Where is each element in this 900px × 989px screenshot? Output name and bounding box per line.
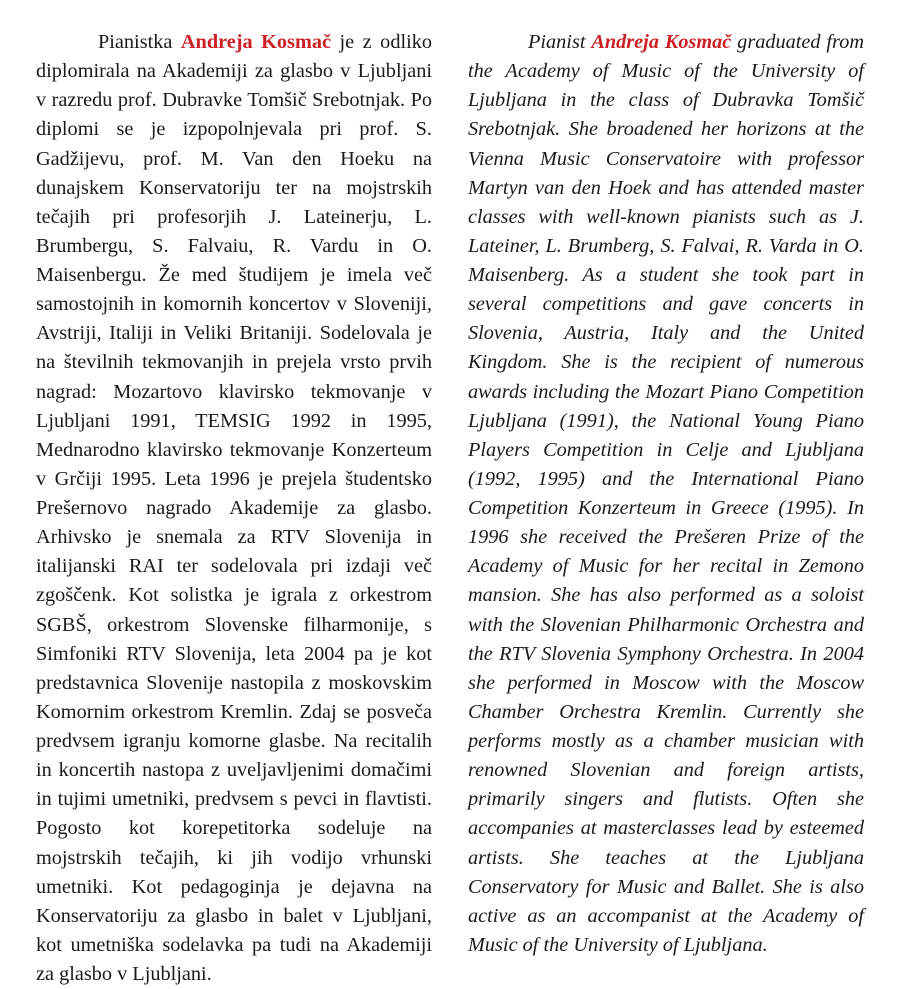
pianist-name-english: Andreja Kosmač bbox=[591, 31, 732, 53]
biography-paragraph-english bbox=[468, 28, 864, 960]
biography-column-slovenian bbox=[36, 28, 433, 985]
lead-in-english: Pianist bbox=[528, 31, 592, 53]
lead-in-slovenian: Pianistka bbox=[98, 31, 181, 53]
biography-paragraph-slovenian bbox=[36, 28, 432, 989]
biography-body-slovenian: je z odliko diplomirala na Akademiji za glasbo v Ljubljani v razredu prof. Dubravke Tomšič Srebotnjak. Po diplomi se je izpopolnjevala pri prof. S. Gadžijevu, prof. M. Van den Hoeku na dunajskem Konservatoriju ter na mojstrskih tečajih pri profesorjih J. Lateinerju, L. Brumbergu, S. Falvaiu, R. Vardu in O. Maisenbergu. Že med študijem je imela več samostojnih in komornih koncertov v Sloveniji, Avstriji, Italiji in Veliki Britaniji. Sodelovala je na številnih tekmovanjih in prejela vrsto prvih nagrad: Mozartovo klavirsko tekmovanje v Ljubljani 1991, TEMSIG 1992 in 1995, Mednarodno klavirsko tekmovanje Konzerteum v Grčiji 1995. Leta 1996 je prejela študentsko Prešernovo nagrado Akademije za glasbo. Arhivsko je snemala za RTV Slovenija in italijanski RAI ter sodelovala pri izdaji več zgoščenk. Kot solistka je igrala z orkestrom SGBŠ, orkestrom Slovenske filharmonije, s Simfoniki RTV Slovenija, leta 2004 pa je kot predstavnica Slovenije nastopila z moskovskim Komornim orkestrom Kremlin. Zdaj se posveča predvsem igranju komorne glasbe. Na recitalih in koncertih nastopa z uveljavljenimi domačimi in tujimi umetniki, predvsem s pevci in flavtisti. Pogosto kot korepetitorka sodeluje na mojstrskih tečajih, ki jih vodijo vrhunski umetniki. Kot pedagoginja je dejavna na Konservatoriju za glasbo in balet v Ljubljani, kot umetniška sodelavka pa tudi na Akademiji za glasbo v Ljubljani. bbox=[36, 31, 433, 985]
biography-body-english: graduated from the Academy of Music of the University of Ljubljana in the class of Dubravka Tomšič Srebotnjak. She broadened her horizons at the Vienna Music Conservatoire with professor Martyn van den Hoek and has attended master classes with well-known pianists such as J. Lateiner, L. Brumberg, S. Falvai, R. Varda in O. Maisenberg. As a student she took part in several competitions and gave concerts in Slovenia, Austria, Italy and the United Kingdom. She is the recipient of numerous awards including the Mozart Piano Competition Ljubljana (1991), the National Young Piano Players Competition in Celje and Ljubljana (1992, 1995) and the International Piano Competition Konzerteum in Greece (1995). In 1996 she received the Prešeren Prize of the Academy of Music for her recital in Zemono mansion. She has also performed as a soloist with the Slovenian Philharmonic Orchestra and the RTV Slovenia Symphony Orchestra. In 2004 she performed in Moscow with the Moscow Chamber Orchestra Kremlin. Currently she performs mostly as a chamber musician with renowned Slovenian and foreign artists, primarily singers and flutists. Often she accompanies at masterclasses lead by esteemed artists. She teaches at the Ljubljana Conservatory for Music and Ballet. She is also active as an accompanist at the Academy of Music of the University of Ljubljana. bbox=[468, 31, 864, 956]
biography-column-english bbox=[468, 28, 864, 956]
pianist-name-slovenian: Andreja Kosmač bbox=[180, 31, 331, 53]
